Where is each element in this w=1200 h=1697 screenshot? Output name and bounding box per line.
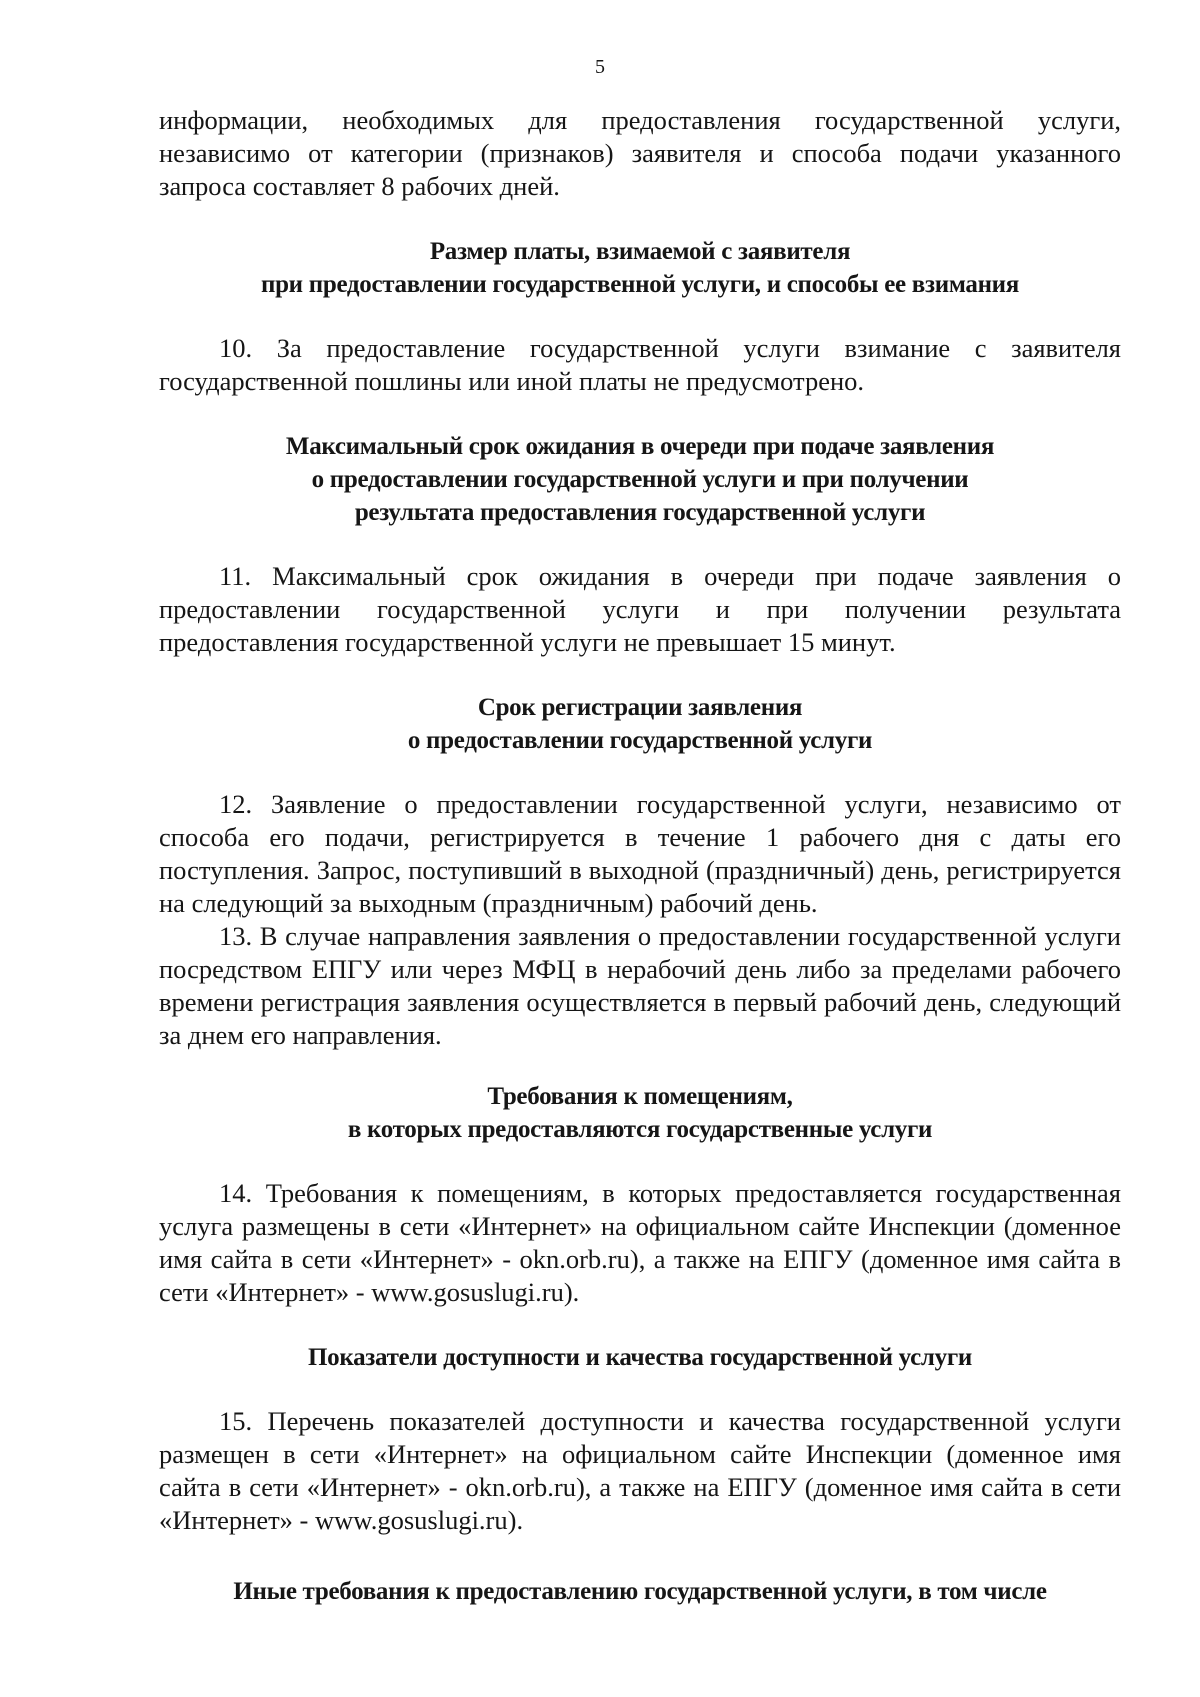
heading-queue-line-3: результата предоставления государственной услуги (354, 499, 926, 526)
heading-rooms-line-2: в которых предоставляются государственные услуги (347, 1116, 933, 1143)
heading-registration-line-1: Срок регистрации заявления (477, 694, 803, 721)
heading-other (159, 1575, 1121, 1608)
paragraph-13: 13. В случае направления заявления о предоставлении государственной услуги посредством ЕПГУ или через МФЦ в нерабочий день либо за пределами рабочего времени регистрация заявления осуществляется в первый рабочий день, следующий за днем его направления. (159, 921, 1121, 1050)
heading-rooms (159, 1080, 1121, 1146)
heading-fee-line-1: Размер платы, взимаемой с заявителя (429, 238, 851, 265)
heading-queue (159, 430, 1121, 529)
paragraph-12: 12. Заявление о предоставлении государственной услуги, независимо от способа его подачи, регистрируется в течение 1 рабочего дня с даты его поступления. Запрос, поступивший в выходной (праздничный) день, регистрируется на следующий за выходным (праздничным) рабочий день. (159, 789, 1121, 918)
heading-registration (159, 691, 1121, 757)
paragraph-intro: информации, необходимых для предоставления государственной услуги, независимо от категории (признаков) заявителя и способа подачи указанного запроса составляет 8 рабочих дней. (159, 105, 1121, 201)
paragraph-15: 15. Перечень показателей доступности и качества государственной услуги размещен в сети «Интернет» на официальном сайте Инспекции (доменное имя сайта в сети «Интернет» - okn.orb.ru), а также на ЕПГУ (доменное имя сайта в сети «Интернет» - www.gosuslugi.ru). (159, 1406, 1121, 1535)
paragraph-14: 14. Требования к помещениям, в которых предоставляется государственная услуга размещены в сети «Интернет» на официальном сайте Инспекции (доменное имя сайта в сети «Интернет» - okn.orb.ru), а также на ЕПГУ (доменное имя сайта в сети «Интернет» - www.gosuslugi.ru). (159, 1178, 1121, 1307)
heading-fee-line-2: при предоставлении государственной услуги, и способы ее взимания (260, 271, 1020, 298)
heading-queue-line-1: Максимальный срок ожидания в очереди при подаче заявления (285, 433, 995, 460)
heading-other-line-1: Иные требования к предоставлению государственной услуги, в том числе (233, 1578, 1047, 1605)
heading-fee (159, 235, 1121, 301)
page-number: 5 (595, 56, 605, 78)
heading-quality (159, 1341, 1121, 1374)
paragraph-10: 10. За предоставление государственной услуги взимание с заявителя государственной пошлины или иной платы не предусмотрено. (159, 333, 1121, 396)
paragraph-11: 11. Максимальный срок ожидания в очереди при подаче заявления о предоставлении государственной услуги и при получении результата предоставления государственной услуги не превышает 15 минут. (159, 561, 1121, 657)
heading-queue-line-2: о предоставлении государственной услуги и при получении (311, 466, 969, 493)
heading-rooms-line-1: Требования к помещениям, (487, 1083, 793, 1110)
document-body (159, 104, 1121, 1608)
heading-registration-line-2: о предоставлении государственной услуги (407, 727, 873, 754)
heading-quality-line-1: Показатели доступности и качества государственной услуги (308, 1344, 972, 1371)
